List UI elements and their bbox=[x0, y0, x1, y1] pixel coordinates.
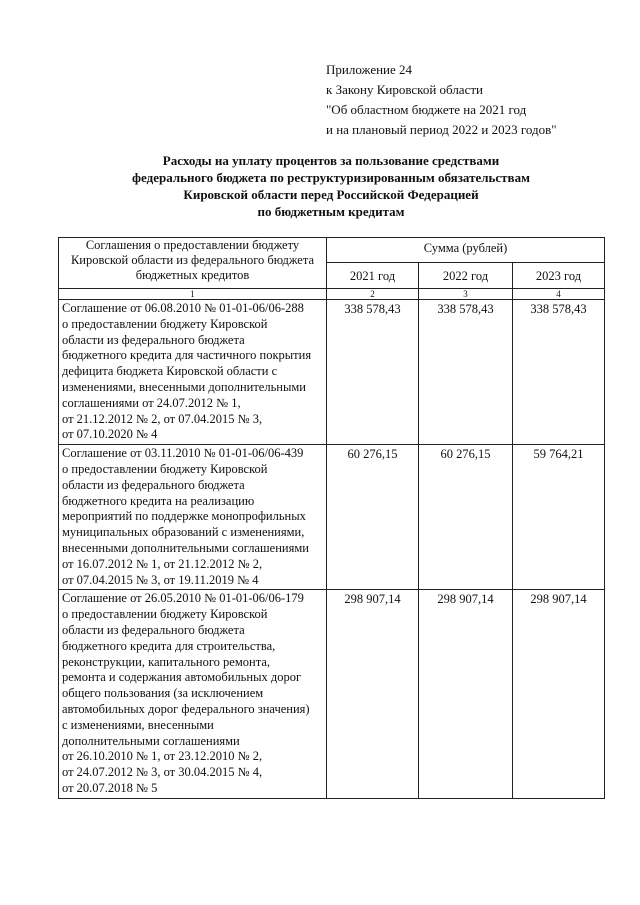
sum-2023: 338 578,43 bbox=[513, 300, 605, 445]
agreement-line: дополнительными соглашениями bbox=[62, 733, 240, 748]
agreement-line: от 21.12.2012 № 2, от 07.04.2015 № 3, bbox=[62, 411, 263, 426]
agreement-description bbox=[59, 590, 327, 798]
agreement-line: от 24.07.2012 № 3, от 30.04.2015 № 4, bbox=[62, 765, 263, 780]
agreement-line: бюджетного кредита на реализацию bbox=[62, 493, 255, 508]
title-line: по бюджетным кредитам bbox=[257, 204, 405, 219]
agreement-line: области из федерального бюджета bbox=[62, 622, 245, 637]
sum-2021: 298 907,14 bbox=[327, 590, 419, 798]
sum-2023: 298 907,14 bbox=[513, 590, 605, 798]
title-line: Кировской области перед Российской Федерацией bbox=[183, 187, 479, 202]
column-number: 1 bbox=[59, 289, 327, 300]
agreement-line: общего пользования (за исключением bbox=[62, 686, 264, 701]
sum-2022: 338 578,43 bbox=[419, 300, 513, 445]
agreement-line: мероприятий по поддержке монопрофильных bbox=[62, 509, 306, 524]
agreement-line: Соглашение от 06.08.2010 № 01-01-06/06-288 bbox=[62, 301, 304, 315]
agreement-line: ремонта и содержания автомобильных дорог bbox=[62, 670, 302, 685]
appendix-line: Приложение 24 bbox=[326, 62, 413, 77]
agreement-line: муниципальных образований с изменениями, bbox=[62, 525, 305, 540]
agreement-line: Соглашение от 26.05.2010 № 01-01-06/06-179 bbox=[62, 591, 304, 606]
agreement-line: о предоставлении бюджету Кировской bbox=[62, 461, 268, 476]
year-header-2022: 2022 год bbox=[419, 263, 513, 289]
column-number: 3 bbox=[419, 289, 513, 300]
appendix-line: и на плановый период 2022 и 2023 годов" bbox=[326, 122, 557, 137]
document-title bbox=[58, 152, 604, 220]
agreement-line: области из федерального бюджета bbox=[62, 332, 245, 347]
title-line: федерального бюджета по реструктуризированным обязательствам bbox=[132, 170, 530, 185]
agreement-line: от 16.07.2012 № 1, от 21.12.2012 № 2, bbox=[62, 556, 263, 571]
sum-2021: 60 276,15 bbox=[327, 445, 419, 590]
agreement-line: о предоставлении бюджету Кировской bbox=[62, 607, 268, 622]
sum-2022: 60 276,15 bbox=[419, 445, 513, 590]
expenses-table bbox=[58, 237, 605, 799]
agreement-line: внесенными дополнительными соглашениями bbox=[62, 540, 309, 555]
agreements-column-header: Соглашения о предоставлении бюджету Кировской области из федерального бюджета бюджетных кредитов bbox=[59, 238, 327, 289]
column-number: 2 bbox=[327, 289, 419, 300]
table-row bbox=[59, 445, 605, 590]
agreement-line: автомобильных дорог федерального значения) bbox=[62, 701, 310, 716]
sum-2022: 298 907,14 bbox=[419, 590, 513, 798]
sum-2021: 338 578,43 bbox=[327, 300, 419, 445]
column-numbers-row bbox=[59, 289, 605, 300]
appendix-line: к Закону Кировской области bbox=[326, 82, 483, 97]
table-row bbox=[59, 300, 605, 445]
agreement-line: от 07.04.2015 № 3, от 19.11.2019 № 4 bbox=[62, 572, 259, 587]
agreement-line: о предоставлении бюджету Кировской bbox=[62, 316, 268, 331]
agreement-description bbox=[59, 300, 327, 445]
sum-2023: 59 764,21 bbox=[513, 445, 605, 590]
title-line: Расходы на уплату процентов за пользование средствами bbox=[162, 153, 500, 168]
year-header-2021: 2021 год bbox=[327, 263, 419, 289]
appendix-header bbox=[326, 60, 557, 140]
agreement-line: от 26.10.2010 № 1, от 23.12.2010 № 2, bbox=[62, 749, 263, 764]
agreement-line: от 20.07.2018 № 5 bbox=[62, 780, 158, 795]
appendix-line: "Об областном бюджете на 2021 год bbox=[326, 102, 527, 117]
agreement-description bbox=[59, 445, 327, 590]
agreement-line: бюджетного кредита для строительства, bbox=[62, 638, 276, 653]
year-header-2023: 2023 год bbox=[513, 263, 605, 289]
agreement-line: бюджетного кредита для частичного покрытия bbox=[62, 348, 312, 363]
column-number: 4 bbox=[513, 289, 605, 300]
agreement-line: от 07.10.2020 № 4 bbox=[62, 427, 158, 442]
table-header-row bbox=[59, 238, 605, 263]
agreement-line: с изменениями, внесенными bbox=[62, 717, 214, 732]
agreement-line: дефицита бюджета Кировской области с bbox=[62, 364, 278, 379]
agreement-line: реконструкции, капитального ремонта, bbox=[62, 654, 270, 669]
agreement-line: соглашениями от 24.07.2012 № 1, bbox=[62, 395, 241, 410]
agreement-line: Соглашение от 03.11.2010 № 01-01-06/06-439 bbox=[62, 446, 304, 461]
sum-column-header: Сумма (рублей) bbox=[327, 238, 605, 263]
agreement-line: области из федерального бюджета bbox=[62, 477, 245, 492]
agreement-line: изменениями, внесенными дополнительными bbox=[62, 379, 306, 394]
table-row bbox=[59, 590, 605, 798]
